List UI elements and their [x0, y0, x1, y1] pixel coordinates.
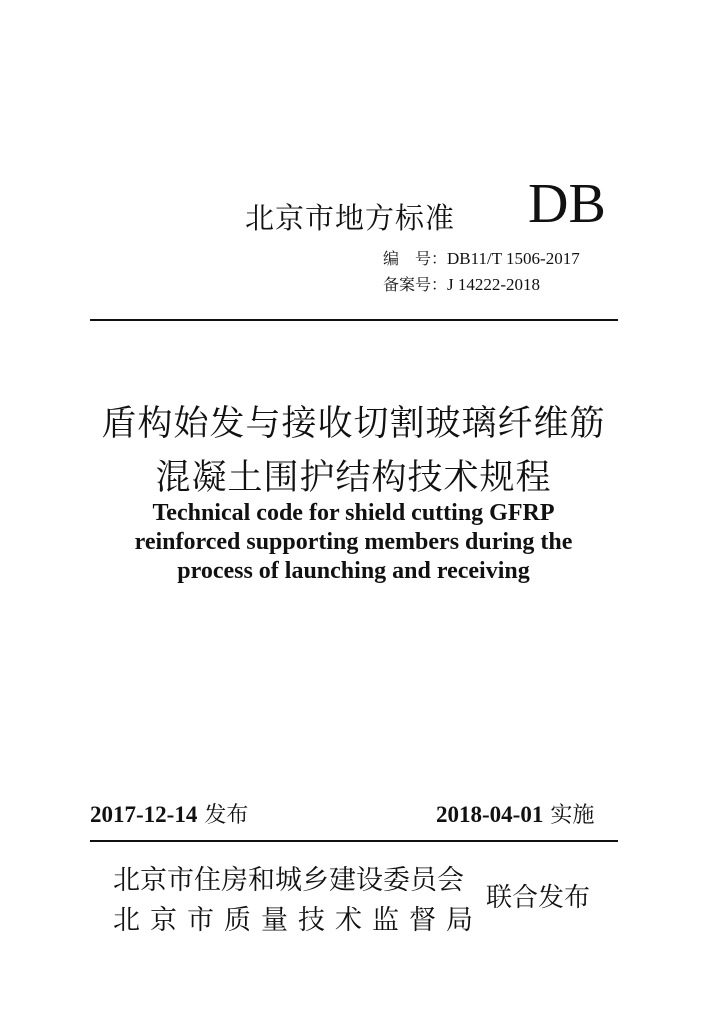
release-date: [90, 798, 248, 829]
effective-date: [436, 798, 594, 829]
effective-date-value: 2018-04-01: [436, 802, 544, 827]
title-cn-line-1: 盾构始发与接收切割玻璃纤维筋: [101, 404, 606, 444]
standard-number: [383, 246, 580, 269]
issuer-line-2: 北京市质量技术监督局: [113, 905, 483, 936]
record-number: [383, 272, 540, 295]
title-en-line-3: process of launching and receiving: [177, 558, 530, 584]
release-label: 发布: [197, 803, 249, 828]
standard-number-value: DB11/T 1506-2017: [447, 249, 580, 268]
record-number-label: 备案号：: [383, 275, 448, 294]
top-divider: [90, 319, 618, 321]
title-en-line-1: Technical code for shield cutting GFRP: [152, 500, 555, 526]
release-date-value: 2017-12-14: [90, 802, 198, 827]
standard-type-heading: 北京市地方标准: [245, 201, 456, 235]
standard-number-label: 编 号：: [383, 249, 448, 268]
title-cn-line-2: 混凝土围护结构技术规程: [155, 458, 552, 498]
joint-release-label: 联合发布: [486, 883, 591, 913]
title-en-line-2: reinforced supporting members during the: [134, 529, 573, 555]
effective-label: 实施: [543, 803, 595, 828]
issuer-line-1: 北京市住房和城乡建设委员会: [113, 865, 464, 896]
bottom-divider: [90, 840, 618, 842]
db-mark: DB: [528, 173, 606, 235]
record-number-value: J 14222-2018: [447, 275, 541, 294]
